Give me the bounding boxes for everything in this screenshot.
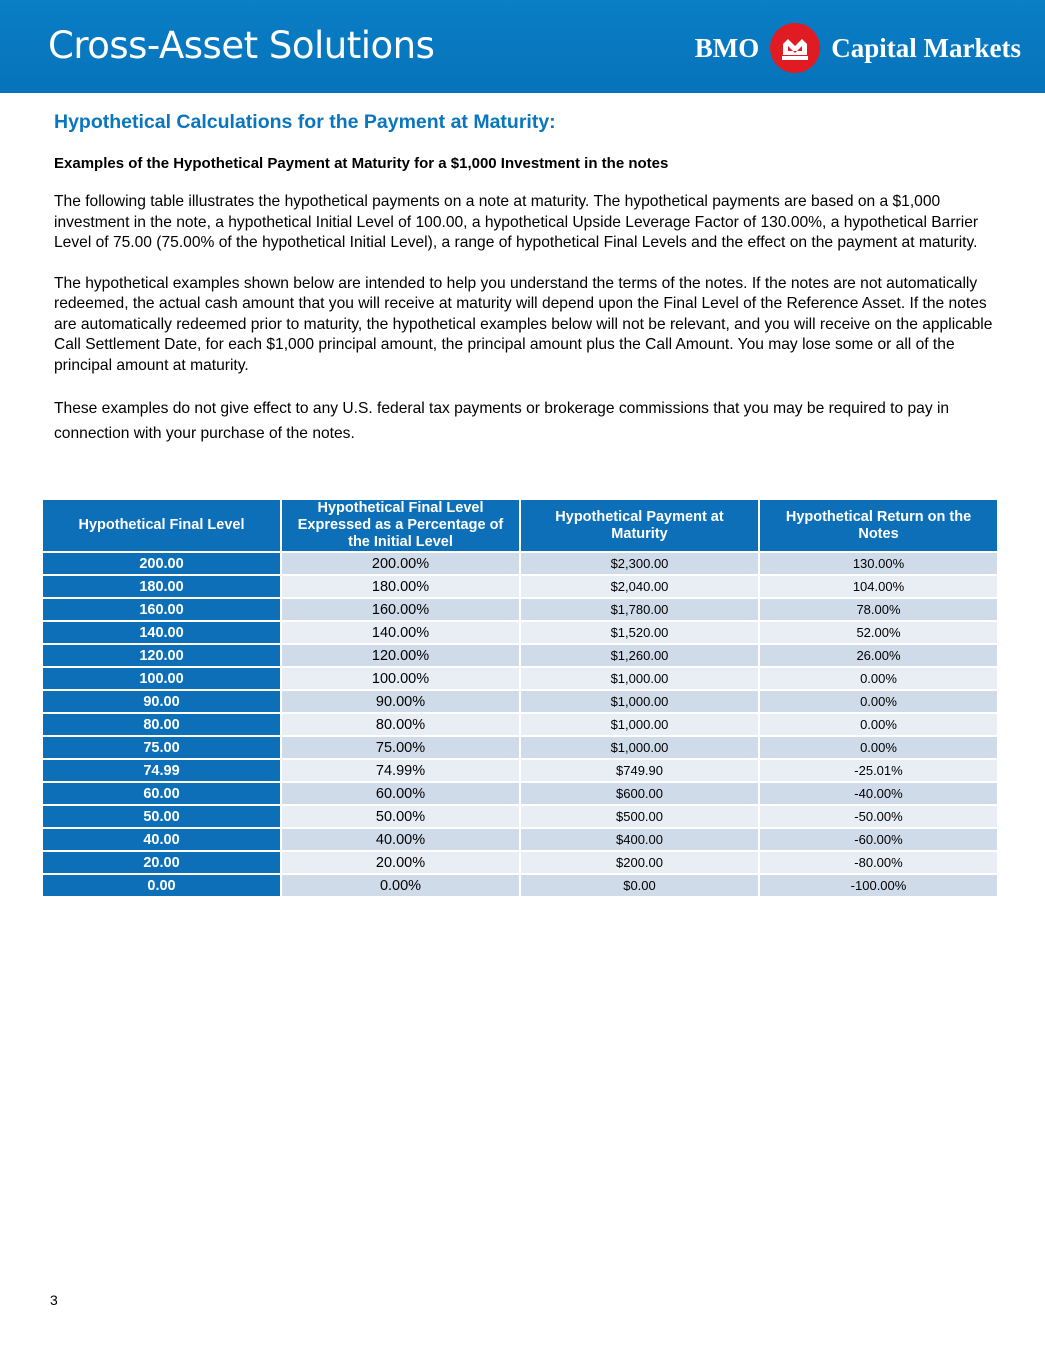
table-cell: $1,000.00	[521, 668, 758, 689]
table-cell: 40.00	[43, 829, 280, 850]
table-cell: 74.99	[43, 760, 280, 781]
brand-bmo-text: BMO	[694, 32, 760, 63]
table-cell: $500.00	[521, 806, 758, 827]
table-cell: $0.00	[521, 875, 758, 896]
table-cell: 100.00	[43, 668, 280, 689]
hypothetical-payment-table	[41, 498, 999, 898]
table-cell: 100.00%	[282, 668, 519, 689]
table-cell: 75.00%	[282, 737, 519, 758]
table-cell: $2,300.00	[521, 553, 758, 574]
table-cell: $1,000.00	[521, 737, 758, 758]
table-row	[43, 760, 997, 781]
table-cell: 120.00	[43, 645, 280, 666]
table-cell: 40.00%	[282, 829, 519, 850]
table-cell: $400.00	[521, 829, 758, 850]
header-title: Cross-Asset Solutions	[48, 24, 435, 67]
table-row	[43, 576, 997, 597]
table-header-row	[43, 500, 997, 551]
table-cell: 0.00%	[760, 668, 997, 689]
table-row	[43, 622, 997, 643]
table-row	[43, 668, 997, 689]
table-body	[43, 553, 997, 896]
table-cell: $600.00	[521, 783, 758, 804]
table-cell: 0.00%	[760, 714, 997, 735]
table-cell: 74.99%	[282, 760, 519, 781]
header-banner	[0, 0, 1045, 93]
page-heading: Hypothetical Calculations for the Payment at Maturity:	[54, 111, 556, 133]
table-cell: 50.00	[43, 806, 280, 827]
table-cell: 180.00%	[282, 576, 519, 597]
table-cell: $200.00	[521, 852, 758, 873]
table-cell: -60.00%	[760, 829, 997, 850]
column-header: Hypothetical Payment at Maturity	[521, 500, 758, 551]
table-row	[43, 829, 997, 850]
table-cell: 78.00%	[760, 599, 997, 620]
examples-paragraph: The hypothetical examples shown below are intended to help you understand the terms of the notes. If the notes are not automatically redeemed, the actual cash amount that you will receive at maturity will depend upon the Final Level of the Reference Asset. If the notes are automatically redeemed prior to maturity, the hypothetical examples below will not be relevant, and you will receive on the applicable Call Settlement Date, for each $1,000 principal amount, the principal amount plus the Call Amount. You may lose some or all of the principal amount at maturity.	[54, 274, 993, 374]
main-content	[54, 111, 994, 446]
table-row	[43, 714, 997, 735]
intro-paragraph: The following table illustrates the hypothetical payments on a note at maturity. The hypothetical payments are based on a $1,000 investment in the note, a hypothetical Initial Level of 100.00, a hypothetical Upside Leverage Factor of 130.00%, a hypothetical Barrier Level of 75.00 (75.00% of the hypothetical Initial Level), a range of hypothetical Final Levels and the effect on the payment at maturity.	[54, 193, 979, 251]
table-row	[43, 737, 997, 758]
table-cell: $2,040.00	[521, 576, 758, 597]
table-cell: 0.00%	[760, 737, 997, 758]
table-cell: 90.00	[43, 691, 280, 712]
table-row	[43, 553, 997, 574]
table-cell: 20.00%	[282, 852, 519, 873]
table-cell: 60.00	[43, 783, 280, 804]
table-row	[43, 645, 997, 666]
table-cell: $1,260.00	[521, 645, 758, 666]
table-cell: 0.00	[43, 875, 280, 896]
table-row	[43, 599, 997, 620]
table-cell: 120.00%	[282, 645, 519, 666]
brand-capital-markets-text: Capital Markets	[831, 32, 1021, 63]
table-cell: 52.00%	[760, 622, 997, 643]
column-header: Hypothetical Final Level Expressed as a Percentage of the Initial Level	[282, 500, 519, 551]
table-cell: 140.00%	[282, 622, 519, 643]
table-cell: 140.00	[43, 622, 280, 643]
table-cell: 20.00	[43, 852, 280, 873]
table-cell: -80.00%	[760, 852, 997, 873]
table-cell: 200.00	[43, 553, 280, 574]
table-cell: $1,000.00	[521, 691, 758, 712]
table-cell: $749.90	[521, 760, 758, 781]
table-cell: 180.00	[43, 576, 280, 597]
table-cell: 90.00%	[282, 691, 519, 712]
tax-paragraph: These examples do not give effect to any U.S. federal tax payments or brokerage commissions that you may be required to pay in connection with your purchase of the notes.	[54, 400, 950, 442]
column-header: Hypothetical Return on the Notes	[760, 500, 997, 551]
table-cell: 26.00%	[760, 645, 997, 666]
column-header: Hypothetical Final Level	[43, 500, 280, 551]
page-subheading: Examples of the Hypothetical Payment at Maturity for a $1,000 Investment in the notes	[54, 155, 669, 172]
table-cell: -25.01%	[760, 760, 997, 781]
bmo-logo	[695, 22, 1021, 74]
table-cell: 80.00	[43, 714, 280, 735]
bmo-roundel-icon	[769, 22, 821, 74]
table-cell: 0.00%	[760, 691, 997, 712]
table-cell: 60.00%	[282, 783, 519, 804]
table-cell: 0.00%	[282, 875, 519, 896]
table-cell: 200.00%	[282, 553, 519, 574]
table-cell: 75.00	[43, 737, 280, 758]
page-number: 3	[50, 1292, 58, 1308]
table-cell: 160.00	[43, 599, 280, 620]
table-row	[43, 783, 997, 804]
table-row	[43, 806, 997, 827]
table-cell: -50.00%	[760, 806, 997, 827]
table-cell: 160.00%	[282, 599, 519, 620]
table-cell: -40.00%	[760, 783, 997, 804]
table-cell: 130.00%	[760, 553, 997, 574]
table-row	[43, 691, 997, 712]
table-cell: $1,000.00	[521, 714, 758, 735]
table-cell: 104.00%	[760, 576, 997, 597]
table-cell: -100.00%	[760, 875, 997, 896]
table-cell: $1,780.00	[521, 599, 758, 620]
table-cell: 80.00%	[282, 714, 519, 735]
table-cell: $1,520.00	[521, 622, 758, 643]
table-cell: 50.00%	[282, 806, 519, 827]
table-row	[43, 852, 997, 873]
table-row	[43, 875, 997, 896]
